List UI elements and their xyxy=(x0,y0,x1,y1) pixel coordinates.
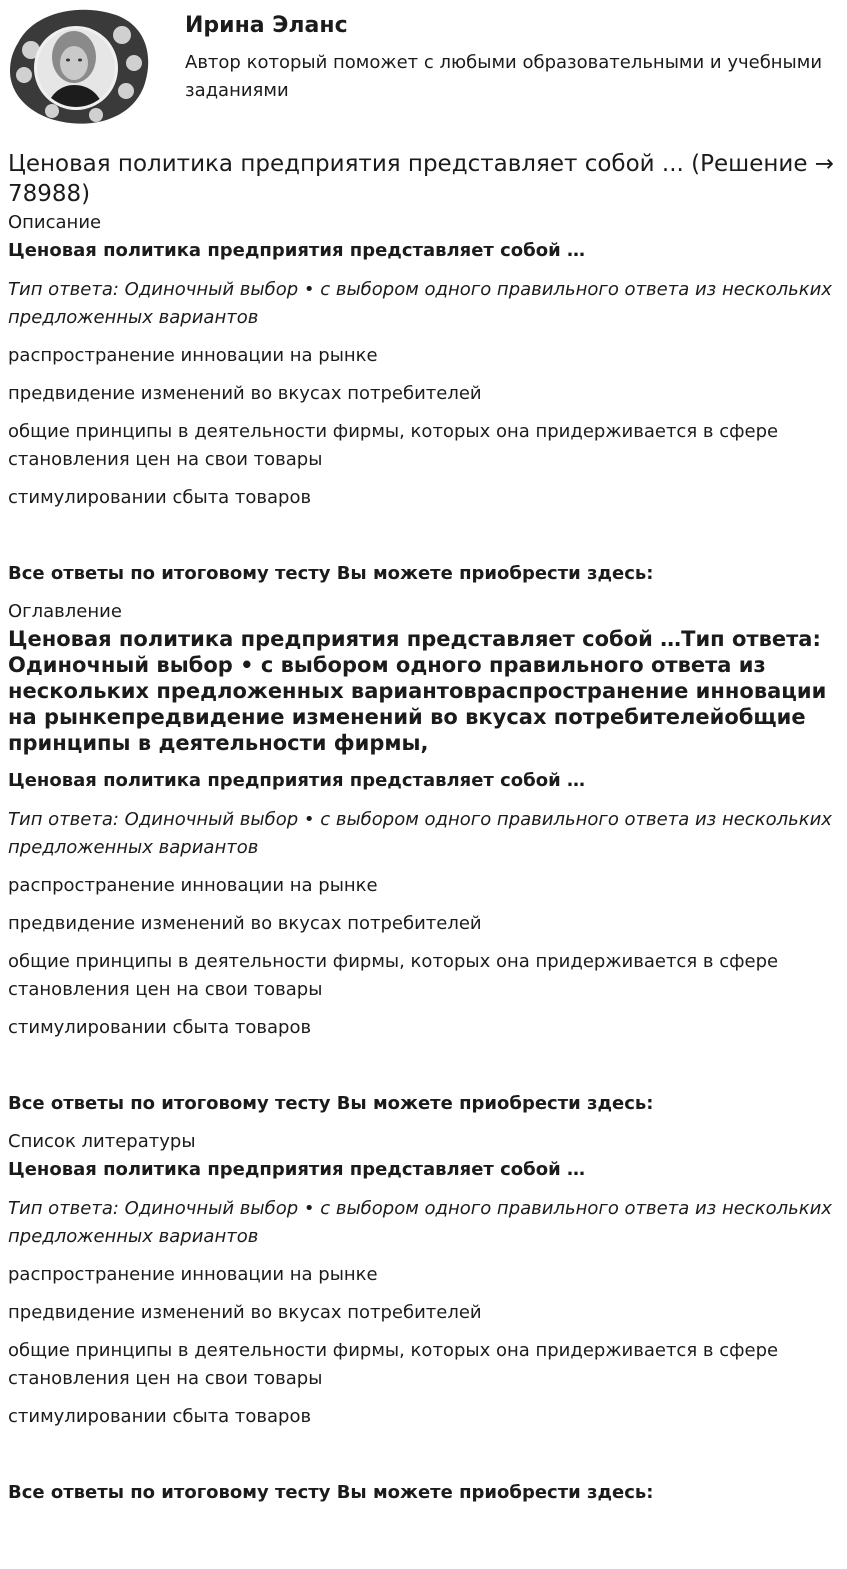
buy-answers-note: Все ответы по итоговому тесту Вы можете приобрести здесь: xyxy=(8,1482,654,1503)
section-label-description: Описание xyxy=(8,212,102,233)
question-type: Тип ответа: Одиночный выбор • с выбором одного правильного ответа из нескольких предложенных вариантов xyxy=(8,279,832,328)
question-type: Тип ответа: Одиночный выбор • с выбором одного правильного ответа из нескольких предложенных вариантов xyxy=(8,1198,832,1247)
question-title: Ценовая политика предприятия представляет собой … xyxy=(8,1159,585,1180)
answer-option: общие принципы в деятельности фирмы, которых она придерживается в сфере становления цен на свои товары xyxy=(8,1340,779,1389)
answer-option: предвидение изменений во вкусах потребителей xyxy=(8,913,482,934)
answer-option: стимулировании сбыта товаров xyxy=(8,1017,312,1038)
author-avatar xyxy=(4,5,154,127)
author-header xyxy=(0,0,847,132)
answer-option: общие принципы в деятельности фирмы, которых она придерживается в сфере становления цен на свои товары xyxy=(8,421,779,470)
section-label-toc: Оглавление xyxy=(8,601,122,622)
answer-option: распространение инновации на рынке xyxy=(8,1264,378,1285)
answer-option: предвидение изменений во вкусах потребителей xyxy=(8,383,482,404)
section-label-literature: Список литературы xyxy=(8,1131,196,1152)
question-type: Тип ответа: Одиночный выбор • с выбором одного правильного ответа из нескольких предложенных вариантов xyxy=(8,809,832,858)
page-title: Ценовая политика предприятия представляет собой ... (Решение → 78988) xyxy=(8,151,835,207)
answer-option: распространение инновации на рынке xyxy=(8,875,378,896)
answer-option: стимулировании сбыта товаров xyxy=(8,1406,312,1427)
main-content xyxy=(0,149,847,1507)
author-description: Автор который поможет с любыми образовательными и учебными заданиями xyxy=(185,52,823,101)
question-title: Ценовая политика предприятия представляет собой … xyxy=(8,240,585,261)
buy-answers-note: Все ответы по итоговому тесту Вы можете приобрести здесь: xyxy=(8,1093,654,1114)
answer-option: распространение инновации на рынке xyxy=(8,345,378,366)
question-title: Ценовая политика предприятия представляет собой … xyxy=(8,770,585,791)
buy-answers-note: Все ответы по итоговому тесту Вы можете приобрести здесь: xyxy=(8,563,654,584)
answer-option: предвидение изменений во вкусах потребителей xyxy=(8,1302,482,1323)
answer-option: общие принципы в деятельности фирмы, которых она придерживается в сфере становления цен на свои товары xyxy=(8,951,779,1000)
author-name: Ирина Эланс xyxy=(185,13,348,38)
answer-option: стимулировании сбыта товаров xyxy=(8,487,312,508)
toc-heading: Ценовая политика предприятия представляет собой …Тип ответа: Одиночный выбор • с выбором одного правильного ответа из нескольких предложенных вариантовраспространение инновации на рынкепредвидение изменений во вкусах потребителейобщие принципы в деятельности фирмы, xyxy=(8,627,827,755)
